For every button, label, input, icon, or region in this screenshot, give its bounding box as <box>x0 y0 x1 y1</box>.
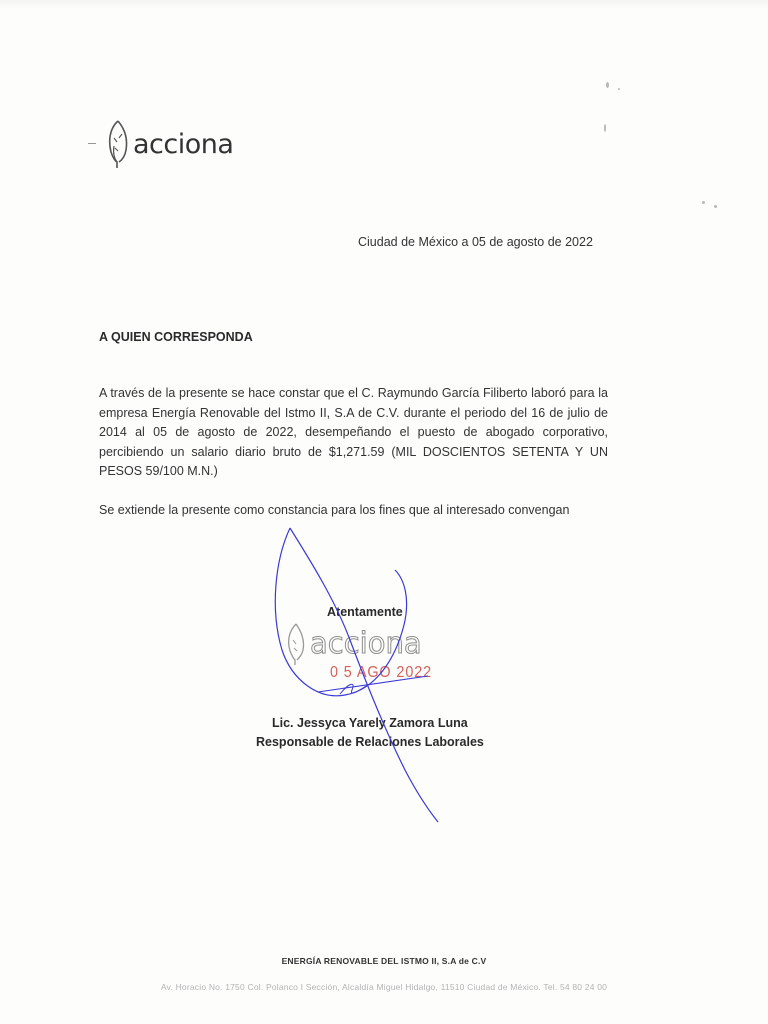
scan-speck <box>702 201 705 204</box>
signer-name: Lic. Jessyca Yarely Zamora Luna <box>272 716 468 730</box>
letter-body: A través de la presente se hace constar que el C. Raymundo García Filiberto laboró para la empresa Energía Renovable del Istmo II, S.A de C.V. durante el periodo del 16 de julio de 2014 al 05 de agosto de 2022, desempeñando el puesto de abogado corporativo, percibiendo un salario diario bruto de $1,271.59 (MIL DOSCIENTOS SETENTA Y UN PESOS 59/100 M.N.) <box>99 386 608 478</box>
stamp-leaf-icon <box>284 622 308 666</box>
company-logo <box>104 116 233 172</box>
logo-wordmark: acciona <box>133 128 234 160</box>
stamp-wordmark: acciona <box>310 626 422 660</box>
scan-shadow <box>0 0 768 8</box>
scan-speck <box>618 88 620 90</box>
signer-title: Responsable de Relaciones Laborales <box>256 735 484 749</box>
company-stamp <box>284 620 444 690</box>
scan-speck <box>604 124 606 132</box>
regards-line: Atentamente <box>327 605 403 619</box>
leaf-icon <box>104 118 132 170</box>
scan-speck <box>714 205 717 208</box>
closing-paragraph: Se extiende la presente como constancia para los fines que al interesado convengan <box>99 503 570 517</box>
salutation: A QUIEN CORRESPONDA <box>99 330 253 344</box>
logo-dash <box>88 143 96 144</box>
footer-address: Av. Horacio No. 1750 Col. Polanco I Sección, Alcaldía Miguel Hidalgo, 11510 Ciudad de México. Tel. 54 80 24 00 <box>160 982 608 992</box>
date-line: Ciudad de México a 05 de agosto de 2022 <box>358 235 593 249</box>
footer-company-name: ENERGÍA RENOVABLE DEL ISTMO II, S.A de C.V <box>281 956 487 966</box>
stamp-date: 0 5 AGO 2022 <box>330 664 433 681</box>
scan-speck <box>606 82 609 88</box>
